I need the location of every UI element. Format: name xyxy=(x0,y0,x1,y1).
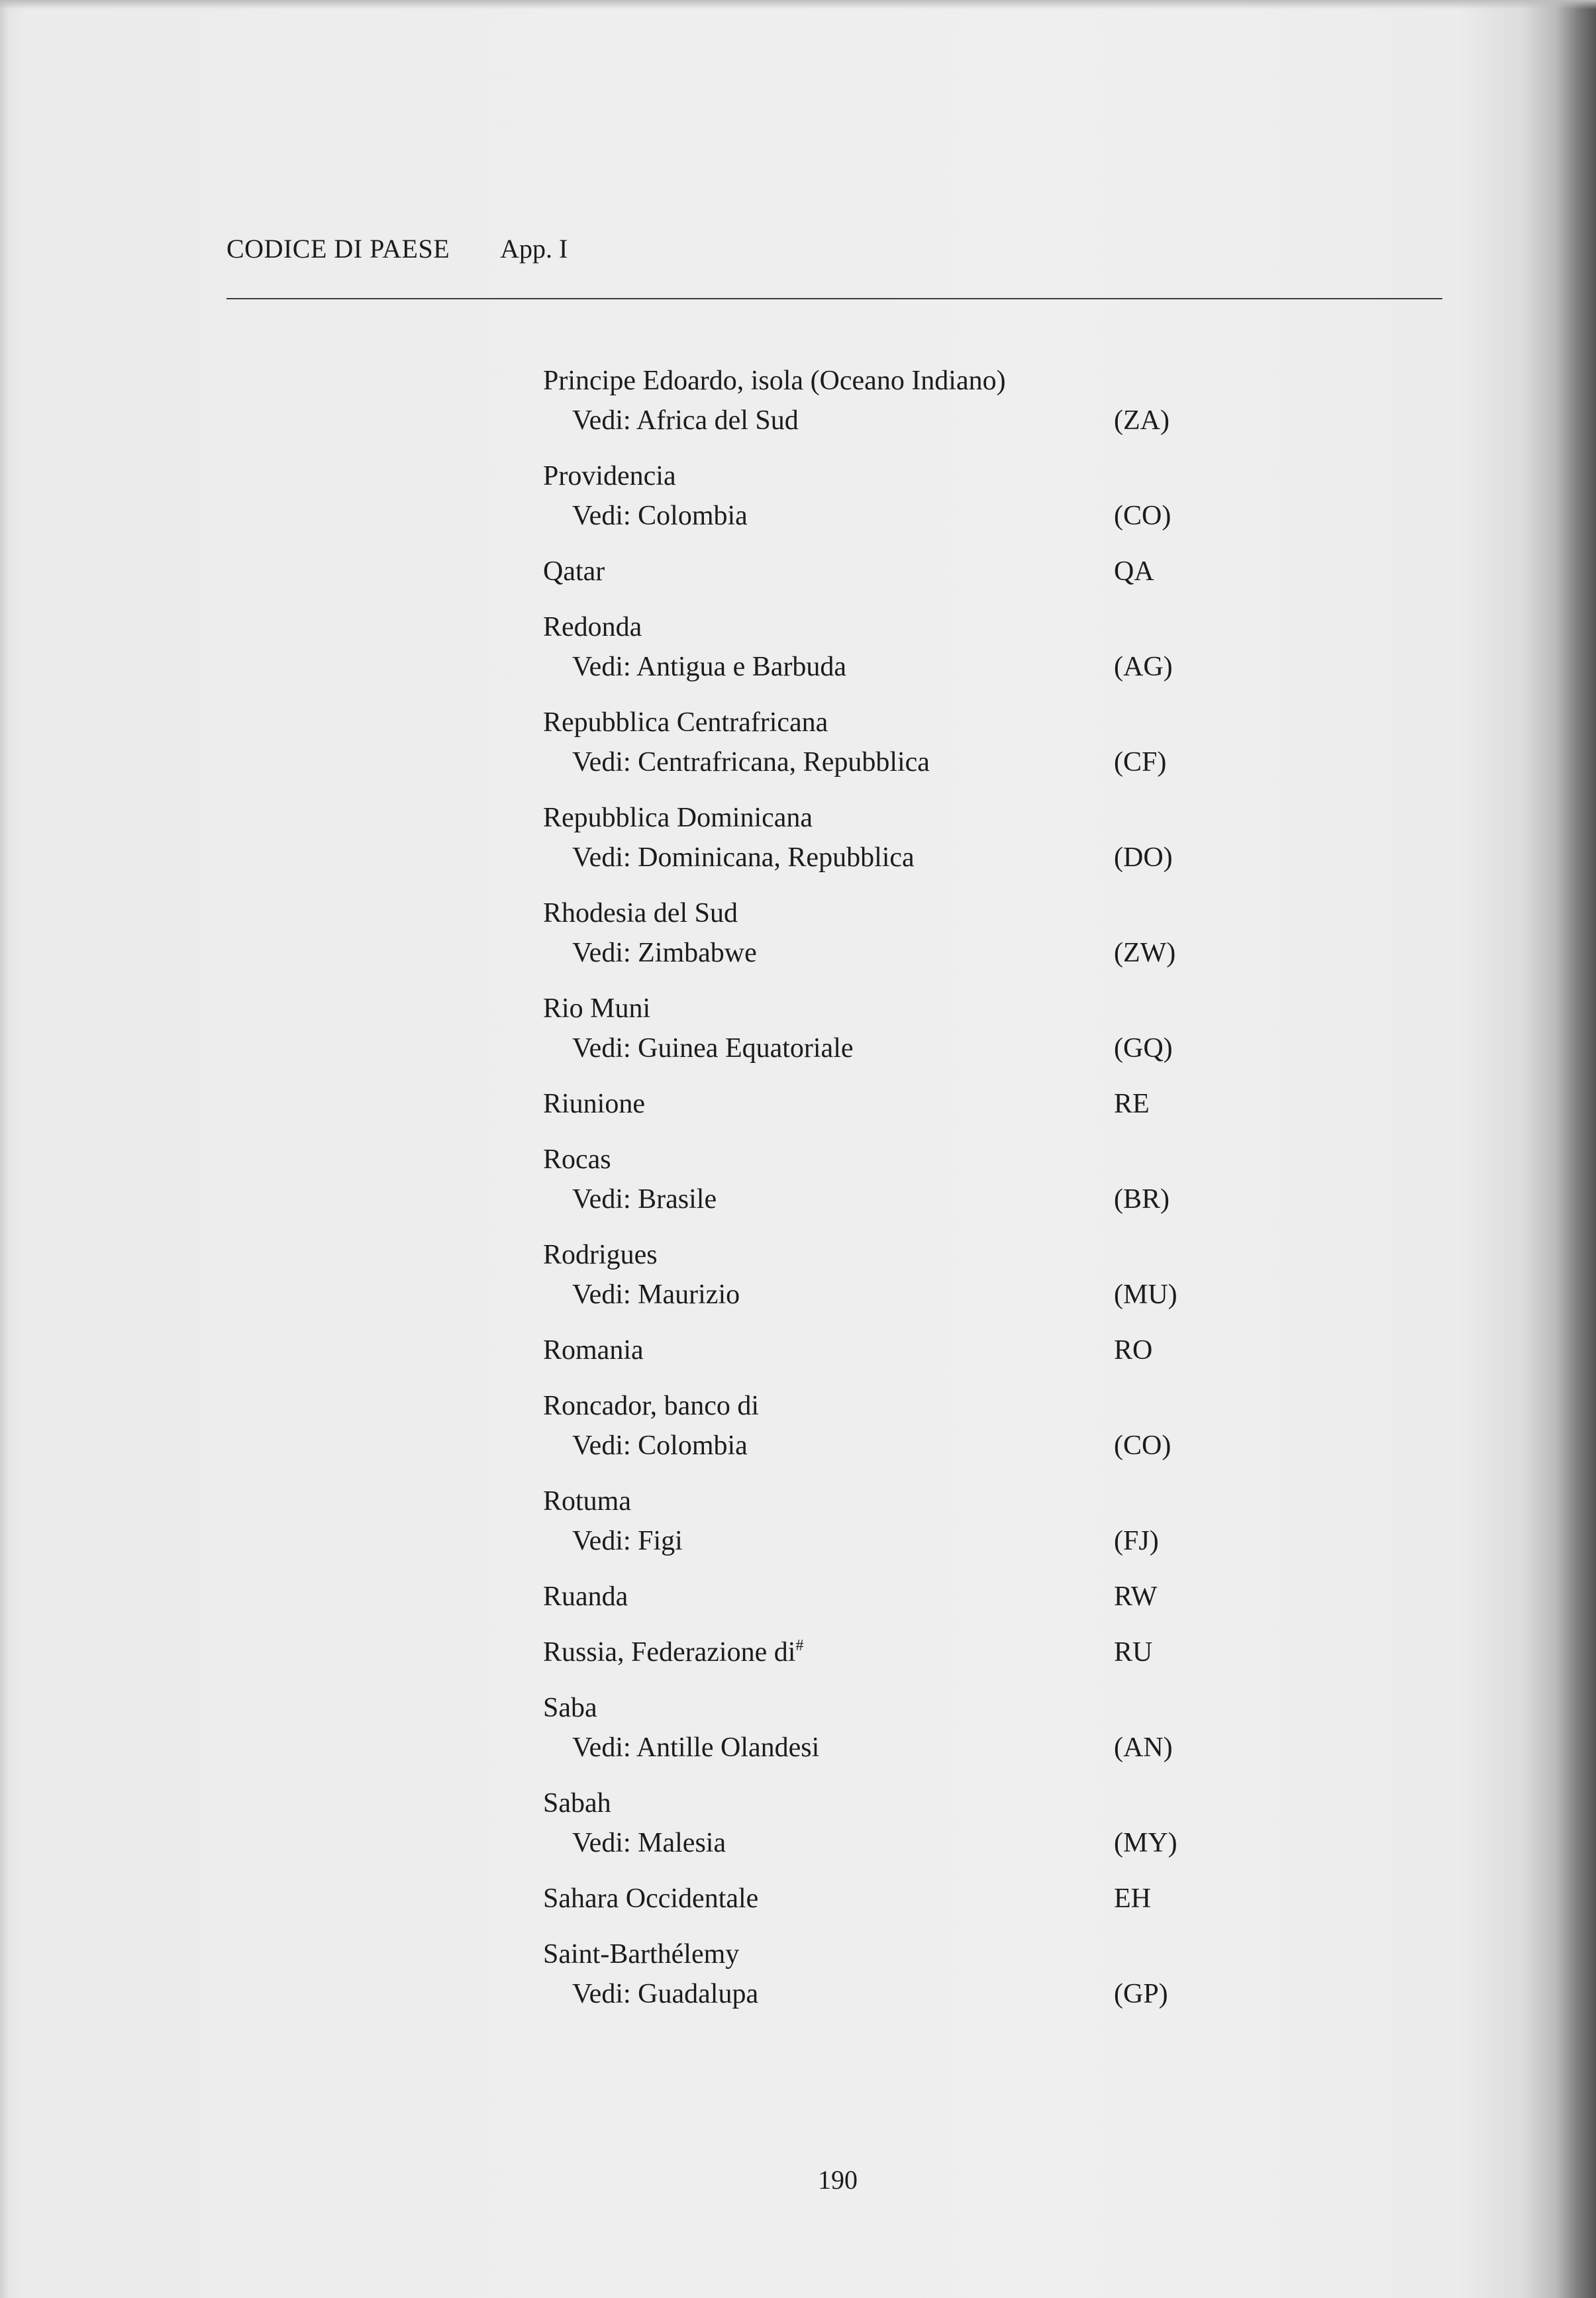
entry-qatar xyxy=(543,552,1192,591)
entry-romania xyxy=(543,1330,1192,1370)
entry-name-line xyxy=(543,456,1192,496)
entry-name: Principe Edoardo, isola (Oceano Indiano) xyxy=(543,366,1006,396)
entry-name: Rodrigues xyxy=(543,1240,658,1270)
entry-name: Rocas xyxy=(543,1144,611,1175)
entry-code: (FJ) xyxy=(1114,1526,1159,1556)
entry-name: Russia, Federazione di xyxy=(543,1637,796,1668)
entry-name-line xyxy=(543,1879,1192,1919)
entry-name: Saba xyxy=(543,1693,597,1723)
entry-see-line xyxy=(543,1275,1192,1315)
entry-footnote-mark: # xyxy=(795,1637,804,1654)
entry-name: Repubblica Dominicana xyxy=(543,803,813,833)
entry-redonda xyxy=(543,607,1192,687)
entry-see-line xyxy=(543,1974,1192,2014)
entry-see-line xyxy=(543,647,1192,687)
entry-see-line xyxy=(543,1179,1192,1219)
entry-name: Riunione xyxy=(543,1089,645,1119)
entry-roncador xyxy=(543,1386,1192,1466)
entry-code: (ZA) xyxy=(1114,405,1170,436)
entry-name-line xyxy=(543,1632,1192,1672)
entry-see: Vedi: Antille Olandesi xyxy=(572,1732,820,1763)
entry-see-line xyxy=(543,1426,1192,1466)
entry-see-line xyxy=(543,401,1192,440)
entry-name-line xyxy=(543,1140,1192,1179)
entry-name: Romania xyxy=(543,1335,644,1366)
entry-russia xyxy=(543,1632,1192,1672)
entry-name-line xyxy=(543,893,1192,933)
entry-name-line xyxy=(543,989,1192,1028)
entry-see: Vedi: Antigua e Barbuda xyxy=(572,652,847,682)
entry-code: (GQ) xyxy=(1114,1033,1173,1064)
entry-see-line xyxy=(543,838,1192,877)
entry-code: QA xyxy=(1114,556,1154,587)
entry-principe-edoardo xyxy=(543,361,1192,440)
entry-ruanda xyxy=(543,1577,1192,1617)
entry-name: Ruanda xyxy=(543,1581,628,1612)
entry-code: RW xyxy=(1114,1581,1158,1612)
entry-code: EH xyxy=(1114,1883,1151,1914)
entry-rocas xyxy=(543,1140,1192,1219)
entry-see: Vedi: Brasile xyxy=(572,1184,717,1215)
entry-name-line xyxy=(543,798,1192,838)
entry-name-line xyxy=(543,1934,1192,1974)
entry-see: Vedi: Maurizio xyxy=(572,1279,740,1310)
entry-name: Rotuma xyxy=(543,1486,631,1517)
page-number: 190 xyxy=(818,2165,858,2195)
entry-saint-barthelemy xyxy=(543,1934,1192,2014)
entry-see-line xyxy=(543,1823,1192,1863)
entry-name: Qatar xyxy=(543,556,605,587)
entry-name: Repubblica Centrafricana xyxy=(543,707,828,738)
entry-see-line xyxy=(543,1521,1192,1561)
entry-see: Vedi: Dominicana, Repubblica xyxy=(572,842,915,873)
entry-name-line xyxy=(543,1577,1192,1617)
entry-name-line xyxy=(543,607,1192,647)
entry-name: Providencia xyxy=(543,461,676,491)
entry-name: Rhodesia del Sud xyxy=(543,898,738,928)
entry-code: (CF) xyxy=(1114,747,1167,777)
entry-code: (ZW) xyxy=(1114,938,1176,968)
entry-see: Vedi: Figi xyxy=(572,1526,683,1556)
entry-see: Vedi: Zimbabwe xyxy=(572,938,757,968)
entry-code: (CO) xyxy=(1114,1430,1172,1461)
entry-name: Roncador, banco di xyxy=(543,1391,760,1421)
entry-name: Rio Muni xyxy=(543,993,651,1024)
entry-repubblica-centrafricana xyxy=(543,703,1192,782)
entry-code: (GP) xyxy=(1114,1979,1168,2009)
entry-name-line xyxy=(543,1235,1192,1275)
entry-name: Saint-Barthélemy xyxy=(543,1939,740,1970)
entry-name: Sabah xyxy=(543,1788,611,1819)
entry-name-line xyxy=(543,552,1192,591)
entry-repubblica-dominicana xyxy=(543,798,1192,877)
entry-saba xyxy=(543,1688,1192,1768)
entry-sahara-occidentale xyxy=(543,1879,1192,1919)
entry-see: Vedi: Guadalupa xyxy=(572,1979,759,2009)
entry-name-line xyxy=(543,1688,1192,1728)
entry-code: RO xyxy=(1114,1335,1153,1366)
entry-name-line xyxy=(543,1783,1192,1823)
entry-name-line xyxy=(543,1481,1192,1521)
entry-name-line xyxy=(543,703,1192,742)
entry-name-line xyxy=(543,1084,1192,1124)
entry-see-line xyxy=(543,742,1192,782)
entry-see-line xyxy=(543,1028,1192,1068)
entry-riunione xyxy=(543,1084,1192,1124)
header-appendix: App. I xyxy=(500,234,568,264)
entry-name-line xyxy=(543,361,1192,401)
entry-see: Vedi: Africa del Sud xyxy=(572,405,799,436)
entry-see: Vedi: Colombia xyxy=(572,501,748,531)
page-edge-shadow xyxy=(0,0,1596,9)
entry-code: (AG) xyxy=(1114,652,1173,682)
entry-rhodesia-del-sud xyxy=(543,893,1192,973)
entry-sabah xyxy=(543,1783,1192,1863)
entry-name-line xyxy=(543,1330,1192,1370)
entry-see: Vedi: Colombia xyxy=(572,1430,748,1461)
entry-see: Vedi: Malesia xyxy=(572,1828,726,1858)
entry-see-line xyxy=(543,496,1192,536)
entry-code: (CO) xyxy=(1114,501,1172,531)
entry-see: Vedi: Guinea Equatoriale xyxy=(572,1033,854,1064)
entry-see-line xyxy=(543,1728,1192,1768)
entry-code: (AN) xyxy=(1114,1732,1173,1763)
entry-rodrigues xyxy=(543,1235,1192,1315)
entry-rotuma xyxy=(543,1481,1192,1561)
entry-name: Redonda xyxy=(543,612,642,642)
running-header xyxy=(226,233,568,264)
entry-code: (DO) xyxy=(1114,842,1173,873)
entry-see-line xyxy=(543,933,1192,973)
entry-see: Vedi: Centrafricana, Repubblica xyxy=(572,747,930,777)
entry-name-line xyxy=(543,1386,1192,1426)
entry-code: (MU) xyxy=(1114,1279,1177,1310)
entry-code: RE xyxy=(1114,1089,1150,1119)
entry-code: (BR) xyxy=(1114,1184,1170,1215)
entry-name: Sahara Occidentale xyxy=(543,1883,759,1914)
country-code-list xyxy=(543,361,1192,2030)
header-title: CODICE DI PAESE xyxy=(226,234,450,264)
entry-code: (MY) xyxy=(1114,1828,1177,1858)
entry-providencia xyxy=(543,456,1192,536)
entry-rio-muni xyxy=(543,989,1192,1068)
header-rule xyxy=(226,298,1442,299)
entry-code: RU xyxy=(1114,1637,1153,1668)
